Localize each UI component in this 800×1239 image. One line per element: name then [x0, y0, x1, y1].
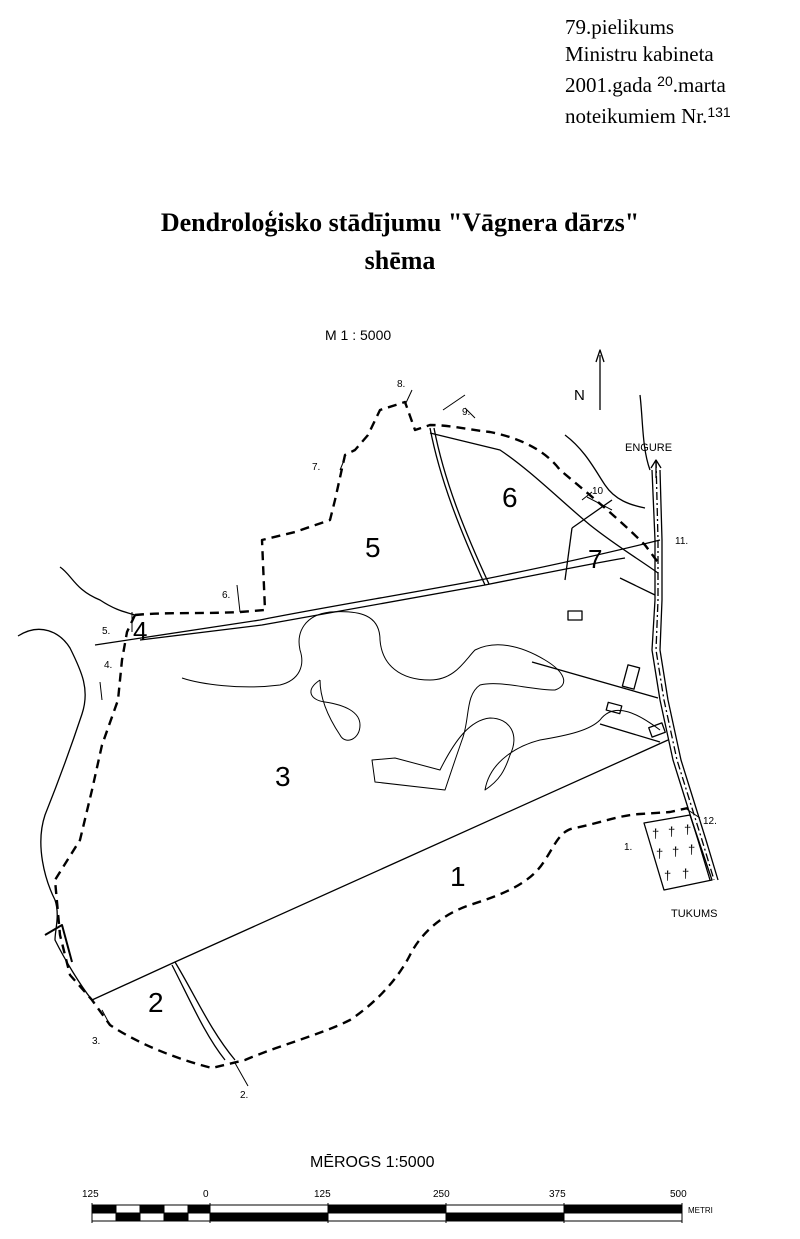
area-3-label: 3 — [275, 761, 291, 792]
boundary-dashed-north — [135, 402, 660, 615]
scale-tick-label: 250 — [433, 1189, 450, 1200]
cemetery-crosses — [652, 822, 695, 883]
engure-label: ENGURE — [625, 442, 673, 454]
point-7-label: 7. — [312, 462, 321, 473]
annex-regulation-number: 131 — [707, 104, 731, 120]
scale-tick-label: 125 — [82, 1189, 99, 1200]
area-5-label: 5 — [365, 532, 381, 563]
forest-edge — [182, 612, 660, 790]
cross-icon: † — [682, 866, 690, 881]
cross-icon: † — [684, 822, 692, 837]
line-5-6 — [430, 428, 485, 585]
cross-icon: † — [668, 824, 676, 839]
point-10-label: 10 — [592, 486, 604, 497]
area-4-label: 4 — [133, 616, 148, 646]
line-2-east — [175, 962, 235, 1060]
cross-icon: † — [664, 868, 672, 883]
forest-pocket — [311, 680, 360, 740]
point-12-label: 12. — [703, 816, 717, 827]
point-8-label: 8. — [397, 379, 406, 390]
cross-icon: † — [688, 842, 696, 857]
scale-unit-label: METRI — [688, 1206, 713, 1215]
annex-date-month: .marta — [672, 73, 726, 97]
building-4 — [649, 723, 666, 737]
annex-number: 79.pielikums — [565, 15, 675, 39]
building-3 — [606, 702, 622, 713]
line-2-east-b — [172, 965, 225, 1060]
scale-tick-label: 0 — [203, 1189, 209, 1200]
cross-icon: † — [672, 844, 680, 859]
river-west-line — [18, 629, 92, 1000]
point-marker-lines — [100, 390, 700, 1086]
line-7-west — [565, 528, 572, 580]
area-6-label: 6 — [502, 482, 518, 513]
point-3-label: 3. — [92, 1036, 101, 1047]
road-north-west — [60, 567, 135, 615]
annex-date-day: 20 — [657, 73, 673, 89]
line-diag-1-3 — [92, 740, 668, 1000]
point-5-label: 5. — [102, 626, 111, 637]
stream-north — [640, 395, 650, 470]
scale-bar — [92, 1203, 682, 1223]
point-1-label: 1. — [624, 842, 633, 853]
scale-tick-label: 375 — [549, 1189, 566, 1200]
area-1-label: 1 — [450, 861, 466, 892]
point-6-label: 6. — [222, 590, 231, 601]
scale-tick-label: 125 — [314, 1189, 331, 1200]
annex-issuer: Ministru kabineta — [565, 42, 714, 66]
line-5-6-b — [434, 428, 489, 584]
annex-date-text: 2001.gada — [565, 73, 658, 97]
building-2 — [622, 665, 639, 689]
cross-icon: † — [652, 826, 660, 841]
page-subtitle: shēma — [364, 246, 436, 275]
point-4-label: 4. — [104, 660, 113, 671]
line-7-south — [620, 578, 655, 595]
scale-bar-title: MĒROGS 1:5000 — [310, 1154, 435, 1171]
point-11-label: 11. — [675, 536, 689, 547]
cross-icon: † — [656, 846, 664, 861]
area-2-label: 2 — [148, 987, 164, 1018]
map-scale-label: M 1 : 5000 — [325, 327, 392, 343]
annex-regulation-text: noteikumiem Nr. — [565, 104, 708, 128]
point-9-label: 9. — [462, 407, 471, 418]
tukums-label: TUKUMS — [671, 908, 718, 920]
point-2-label: 2. — [240, 1090, 249, 1101]
building-1 — [568, 611, 582, 620]
area-7-label: 7 — [588, 544, 603, 574]
road-engure-tukums-left — [652, 470, 710, 880]
scale-tick-label: 500 — [670, 1189, 687, 1200]
north-label: N — [574, 387, 585, 404]
page-title: Dendroloģisko stādījumu "Vāgnera dārzs" — [160, 208, 640, 237]
